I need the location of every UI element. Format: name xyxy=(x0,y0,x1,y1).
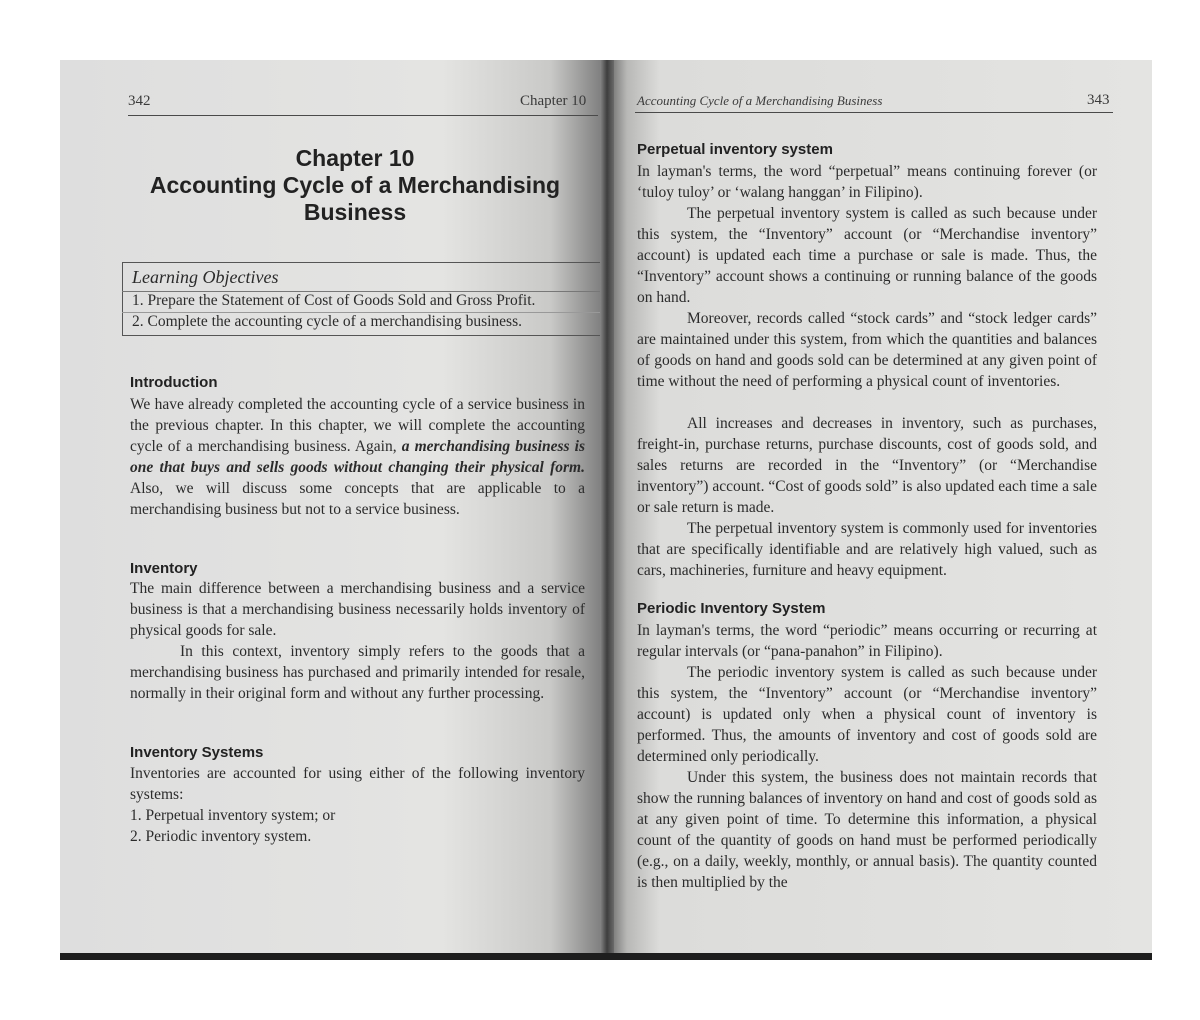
open-book xyxy=(60,60,1152,960)
periodic-paragraph: Under this system, the business does not maintain records that show the running balances of inventory on hand and cost of goods sold as at any given point of time. To determine this information, a physical count of the quantity of goods on hand must be performed periodically (e.g., on a daily, weekly, monthly, or annual basis). The quantity counted is then multiplied by the xyxy=(637,769,1097,891)
right-page xyxy=(605,60,1152,960)
section-heading: Inventory Systems xyxy=(130,744,264,761)
chapter-title xyxy=(120,145,590,226)
systems-paragraph: Inventories are accounted for using either of the following inventory systems: xyxy=(130,765,585,803)
section-heading: Perpetual inventory system xyxy=(637,141,833,158)
section-heading: Periodic Inventory System xyxy=(637,600,826,617)
list-item: 2. Periodic inventory system. xyxy=(130,828,312,845)
section-heading: Introduction xyxy=(130,374,218,391)
perpetual-paragraph: The perpetual inventory system is called as such because under this system, the “Inventory” account (or “Merchandise inventory” account) is updated each time a purchase or sale is made. Thus, the “Inventory” account shows a continuing or running balance of the goods on hand. xyxy=(637,205,1097,306)
intro-paragraph xyxy=(130,394,585,520)
left-page xyxy=(60,60,605,960)
intro-text-end: Also, we will discuss some concepts that are applicable to a merchandising business but not to a service business. xyxy=(130,480,585,518)
objective-item: 2. Complete the accounting cycle of a merchandising business. xyxy=(132,313,522,330)
learning-objectives-title: Learning Objectives xyxy=(132,267,279,287)
inventory-paragraph: In this context, inventory simply refers to the goods that a merchandising business has purchased and primarily intended for resale, normally in their original form and without any further processing. xyxy=(130,643,585,702)
periodic-paragraph: In layman's terms, the word “periodic” means occurring or recurring at regular intervals (or “pana-panahon” in Filipino). xyxy=(637,622,1097,660)
running-head: Accounting Cycle of a Merchandising Business xyxy=(637,93,883,108)
header-rule xyxy=(128,115,598,116)
list-item: 1. Perpetual inventory system; or xyxy=(130,807,336,824)
perpetual-paragraph: Moreover, records called “stock cards” and “stock ledger cards” are maintained under this system, from which the quantities and balances of goods on hand and goods sold can be determined at any given point of time without the need of performing a physical count of inventories. xyxy=(637,310,1097,390)
periodic-paragraph: The periodic inventory system is called as such because under this system, the “Inventory” account (or “Merchandise inventory” account) is updated only when a physical count of inventory is performed. Thus, the amounts of inventory and cost of goods sold are determined only periodically. xyxy=(637,664,1097,765)
book-spine xyxy=(600,60,614,960)
running-head: Chapter 10 xyxy=(520,93,587,109)
definition-emphasis: a merchandising business is one that buys and sells goods without changing their physical form. xyxy=(130,438,585,476)
intro-text: We have already completed the accounting cycle of a service business in the previous chapter. In this chapter, we will complete the accounting cycle of a merchandising business. Again, xyxy=(130,396,585,455)
inventory-paragraph: The main difference between a merchandising business and a service business is that a merchandising business necessarily holds inventory of physical goods for sale. xyxy=(130,580,585,639)
page-number: 343 xyxy=(1087,92,1110,108)
perpetual-paragraph: The perpetual inventory system is commonly used for inventories that are specifically identifiable and are relatively high valued, such as cars, machineries, furniture and heavy equipment. xyxy=(637,520,1097,579)
header-rule xyxy=(635,112,1113,113)
objective-item: 1. Prepare the Statement of Cost of Goods Sold and Gross Profit. xyxy=(132,292,536,309)
chapter-title-line: Business xyxy=(303,199,407,225)
perpetual-paragraph: In layman's terms, the word “perpetual” means continuing forever (or ‘tuloy tuloy’ or ‘walang hanggan’ in Filipino). xyxy=(637,163,1097,201)
page-number: 342 xyxy=(128,93,151,109)
chapter-title-line: Accounting Cycle of a Merchandising xyxy=(149,172,561,198)
section-heading: Inventory xyxy=(130,560,198,577)
perpetual-paragraph: All increases and decreases in inventory, such as purchases, freight-in, purchase returns, purchase discounts, cost of goods sold, and sales returns are recorded in the “Inventory” (or “Merchandise inventory”) account. “Cost of goods sold” is also updated each time a sale or sale return is made. xyxy=(637,415,1097,516)
page-edge-shadow xyxy=(60,953,1152,960)
chapter-number: Chapter 10 xyxy=(295,145,415,171)
